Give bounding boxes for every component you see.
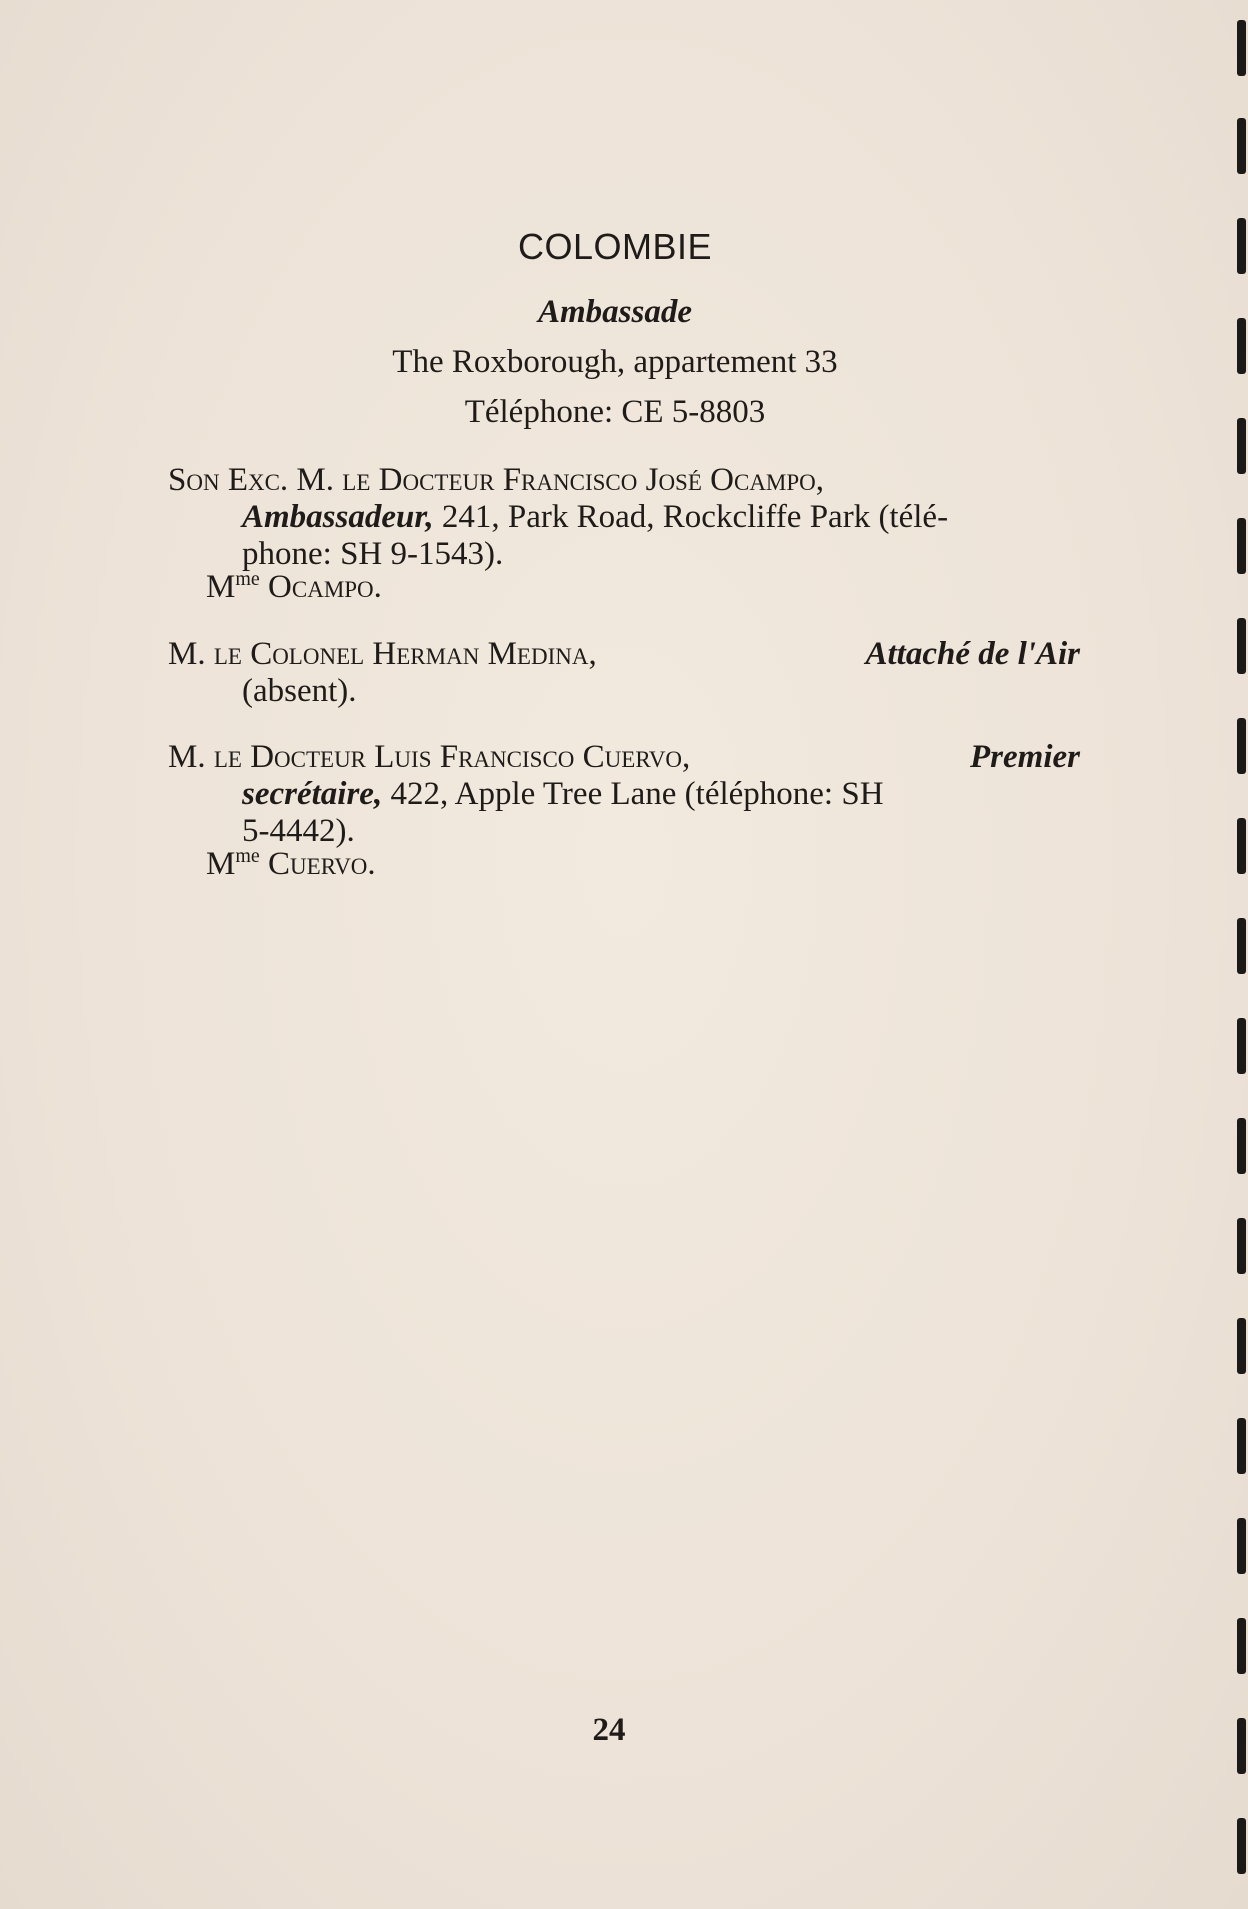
- entry-details: 422, Apple Tree Lane (téléphone: SH: [382, 776, 884, 812]
- binding-ring: [1237, 818, 1246, 874]
- entry-details-cont: 5-4442).: [242, 813, 355, 849]
- binding-ring: [1237, 20, 1246, 76]
- spiral-binding: [1232, 0, 1248, 1909]
- embassy-address: The Roxborough, appartement 33: [392, 344, 838, 380]
- binding-ring: [1237, 518, 1246, 574]
- entry-details: (absent).: [242, 673, 357, 709]
- entry-title-cont: secrétaire,: [242, 776, 383, 812]
- binding-ring: [1237, 1818, 1246, 1874]
- binding-ring: [1237, 318, 1246, 374]
- entry-details-cont: phone: SH 9-1543).: [242, 536, 504, 572]
- binding-ring: [1237, 118, 1246, 174]
- binding-ring: [1237, 1618, 1246, 1674]
- directory-entry: [168, 462, 1080, 573]
- bleed-through-mark: [200, 412, 1080, 452]
- embassy-telephone: Téléphone: CE 5-8803: [464, 394, 766, 430]
- entry-name: M. le Docteur Luis Francisco Cuervo,: [168, 739, 691, 775]
- binding-ring: [1237, 1018, 1246, 1074]
- binding-ring: [1237, 418, 1246, 474]
- binding-ring: [1237, 718, 1246, 774]
- entry-title: Attaché de l'Air: [865, 636, 1080, 672]
- entry-name: M. le Colonel Herman Medina,: [168, 636, 597, 672]
- binding-ring: [1237, 1718, 1246, 1774]
- country-heading: COLOMBIE: [517, 226, 713, 267]
- binding-ring: [1237, 918, 1246, 974]
- binding-ring: [1237, 1218, 1246, 1274]
- entry-spouse: $M^{me}$ Ocampo.: [206, 568, 382, 605]
- entry-details: 241, Park Road, Rockcliffe Park (télé-: [433, 499, 949, 535]
- entry-name: Son Exc. M. le Docteur Francisco José Ocampo,: [168, 462, 825, 498]
- entry-title: Ambassadeur,: [242, 499, 434, 535]
- entry-title: Premier: [970, 739, 1080, 775]
- binding-ring: [1237, 1118, 1246, 1174]
- binding-ring: [1237, 618, 1246, 674]
- directory-entry: [168, 739, 1080, 850]
- binding-ring: [1237, 1518, 1246, 1574]
- directory-entry: [168, 636, 1080, 710]
- binding-ring: [1237, 218, 1246, 274]
- section-heading: Ambassade: [537, 294, 692, 330]
- binding-ring: [1237, 1318, 1246, 1374]
- entry-spouse: $M^{me}$ Cuervo.: [206, 845, 376, 882]
- page-number: 24: [592, 1712, 626, 1748]
- binding-ring: [1237, 1418, 1246, 1474]
